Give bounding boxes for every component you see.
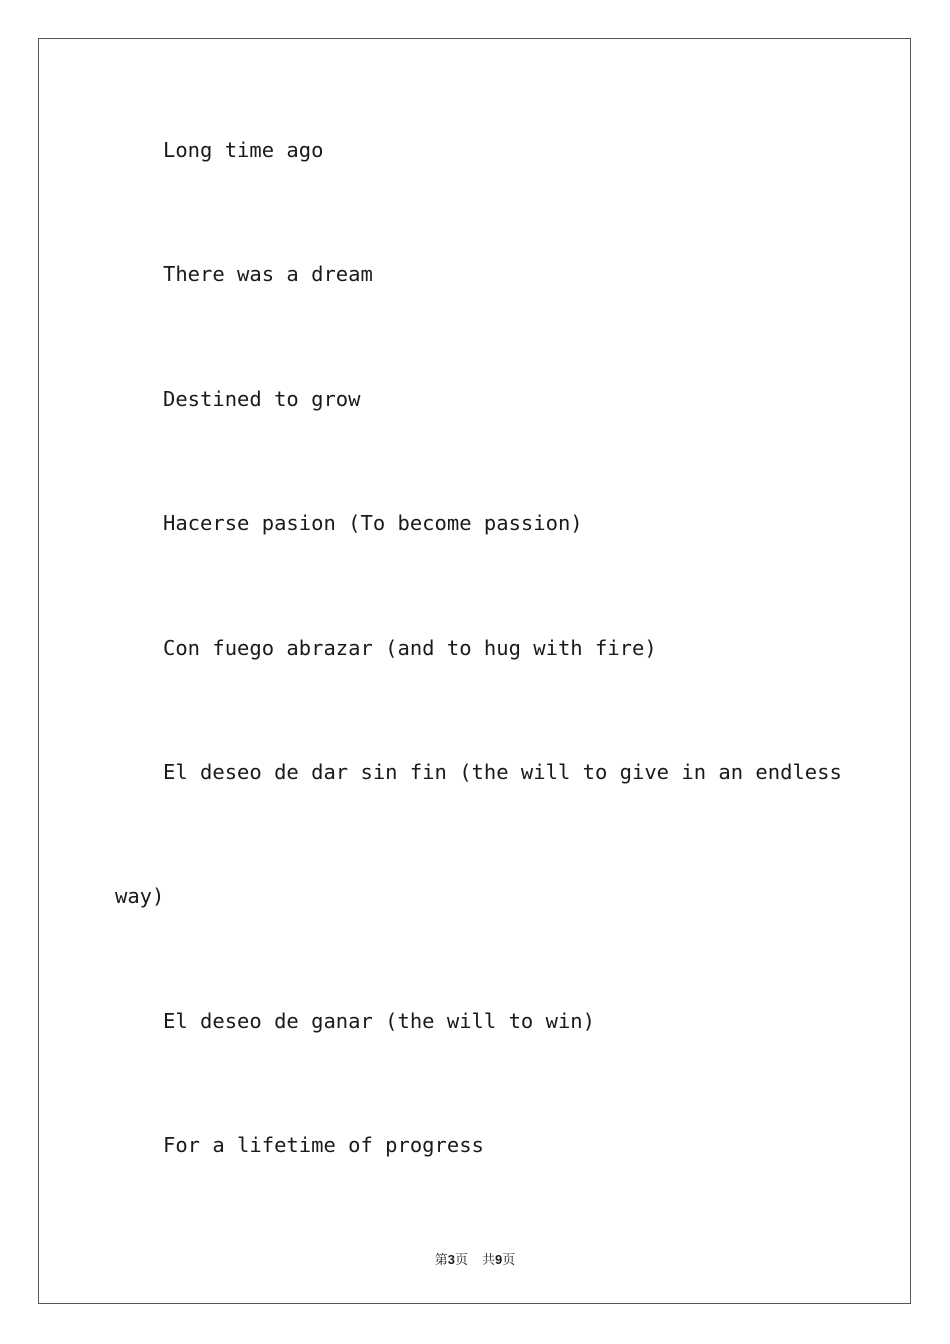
text-line: There was a dream (163, 262, 373, 286)
text-line: El deseo de dar sin fin (the will to give in an endless (163, 760, 842, 784)
text-line: Long time ago (163, 138, 324, 162)
text-line: way) (115, 884, 165, 908)
page-prefix: 第 (434, 1253, 448, 1268)
total-suffix: 页 (502, 1253, 516, 1268)
page-suffix: 页 (454, 1253, 468, 1268)
page-footer (0, 1249, 950, 1268)
current-page-number: 3 (447, 1252, 455, 1267)
page-frame (38, 38, 911, 1304)
total-page-count: 9 (495, 1252, 503, 1267)
total-prefix: 共 (482, 1253, 496, 1268)
text-line: El deseo de ganar (the will to win) (163, 1009, 595, 1033)
text-line: Hacerse pasion (To become passion) (163, 511, 583, 535)
text-line: For a lifetime of progress (163, 1133, 484, 1157)
text-line: Destined to grow (163, 387, 361, 411)
text-line: Con fuego abrazar (and to hug with fire) (163, 636, 657, 660)
